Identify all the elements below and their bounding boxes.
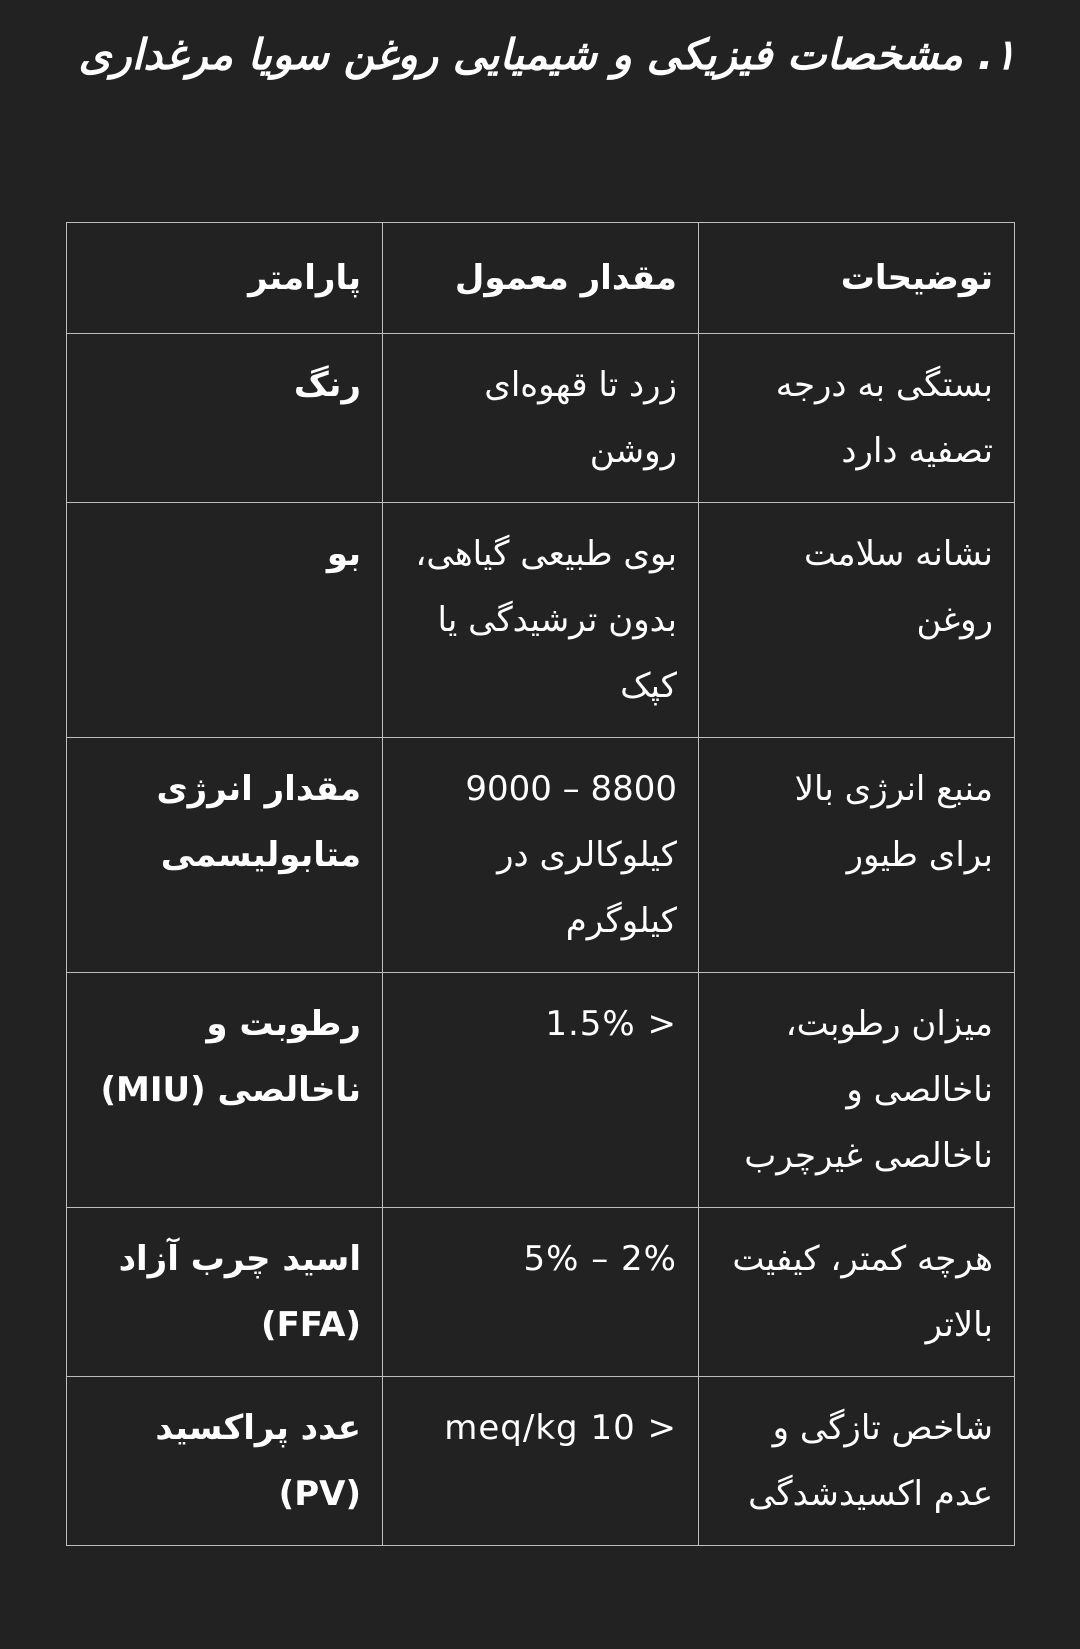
cell-description: نشانه سلامت روغن: [699, 503, 1015, 738]
table-row: [67, 1377, 1015, 1546]
cell-description: شاخص تازگی و عدم اکسیدشدگی: [699, 1377, 1015, 1546]
cell-parameter: رطوبت و ناخالصی (MIU): [67, 973, 383, 1208]
cell-value: زرد تا قهوه‌ای روشن: [383, 334, 699, 503]
cell-parameter: رنگ: [67, 334, 383, 503]
table-row: [67, 738, 1015, 973]
cell-value: 8800 – 9000 کیلوکالری در کیلوگرم: [383, 738, 699, 973]
cell-value: < 1.5%: [383, 973, 699, 1208]
table-row: [67, 973, 1015, 1208]
cell-parameter: عدد پراکسید (PV): [67, 1377, 383, 1546]
spec-table: [66, 222, 1015, 1546]
header-description: توضیحات: [699, 223, 1015, 334]
cell-description: هرچه کمتر، کیفیت بالاتر: [699, 1208, 1015, 1377]
cell-value: بوی طبیعی گیاهی، بدون ترشیدگی یا کپک: [383, 503, 699, 738]
table-row: [67, 334, 1015, 503]
cell-parameter: بو: [67, 503, 383, 738]
table-row: [67, 503, 1015, 738]
cell-parameter: اسید چرب آزاد (FFA): [67, 1208, 383, 1377]
header-value: مقدار معمول: [383, 223, 699, 334]
cell-description: منبع انرژی بالا برای طیور: [699, 738, 1015, 973]
cell-parameter: مقدار انرژی متابولیسمی: [67, 738, 383, 973]
page-title: ۱. مشخصات فیزیکی و شیمیایی روغن سویا مرغداری: [78, 30, 1016, 79]
cell-description: بستگی به درجه تصفیه دارد: [699, 334, 1015, 503]
cell-value: < 10 meq/kg: [383, 1377, 699, 1546]
header-parameter: پارامتر: [67, 223, 383, 334]
table-row: [67, 1208, 1015, 1377]
cell-description: میزان رطوبت، ناخالصی و ناخالصی غیرچرب: [699, 973, 1015, 1208]
cell-value: 2% – 5%: [383, 1208, 699, 1377]
table-header-row: [67, 223, 1015, 334]
